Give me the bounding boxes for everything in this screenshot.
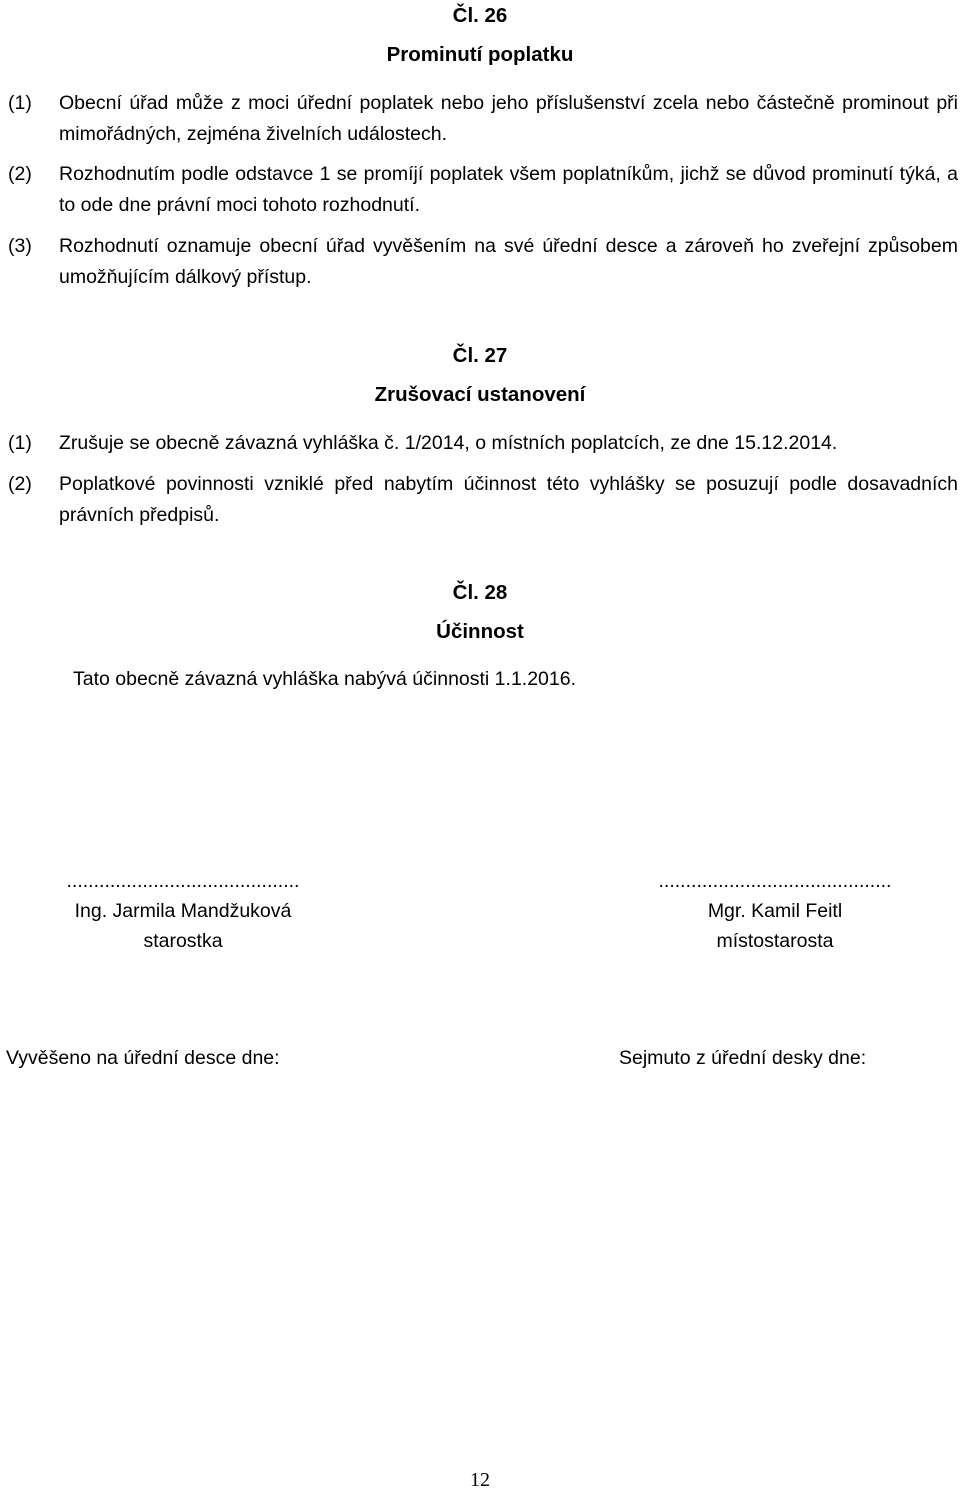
- paragraph-text: Obecní úřad může z moci úřední poplatek nebo jeho příslušenství zcela nebo částečně prominout při mimořádných, zejména živelních událostech.: [59, 92, 958, 145]
- article-28-number: Čl. 28: [452, 581, 508, 604]
- article-26-paragraph-2: [8, 159, 958, 221]
- signature-line: ...........................................: [66, 870, 300, 892]
- paragraph-text: Poplatkové povinnosti vzniklé před nabytím účinnost této vyhlášky se posuzují podle dosavadních právních předpisů.: [59, 473, 958, 526]
- article-27-number: Čl. 27: [452, 344, 508, 367]
- article-26-paragraph-3: [8, 231, 958, 293]
- article-26-paragraph-1: [8, 88, 958, 150]
- paragraph-number: (1): [8, 432, 32, 454]
- paragraph-number: (2): [8, 163, 32, 185]
- article-27-title: Zrušovací ustanovení: [374, 383, 586, 406]
- article-28-title: Účinnost: [436, 620, 524, 643]
- article-26-title: Prominutí poplatku: [386, 43, 574, 66]
- paragraph-text: Zrušuje se obecně závazná vyhláška č. 1/2014, o místních poplatcích, ze dne 15.12.2014.: [59, 432, 838, 454]
- removed-from-board-label: Sejmuto z úřední desky dne:: [619, 1047, 867, 1069]
- paragraph-text: Rozhodnutím podle odstavce 1 se promíjí poplatek všem poplatníkům, jichž se důvod prominutí týká, a to ode dne právní moci tohoto rozhodnutí.: [59, 163, 958, 216]
- page-number: 12: [470, 1469, 490, 1491]
- paragraph-text: Rozhodnutí oznamuje obecní úřad vyvěšením na své úřední desce a zároveň ho zveřejní způsobem umožňujícím dálkový přístup.: [59, 235, 958, 288]
- article-26-number: Čl. 26: [452, 4, 508, 27]
- signatory-role: místostarosta: [716, 930, 834, 952]
- paragraph-number: (3): [8, 235, 32, 257]
- signatory-name: Ing. Jarmila Mandžuková: [74, 900, 292, 922]
- paragraph-number: (1): [8, 92, 32, 114]
- signature-right: [605, 866, 945, 956]
- signatory-role: starostka: [143, 930, 223, 952]
- article-27-paragraph-1: [8, 428, 958, 459]
- signature-left: [13, 866, 353, 956]
- signatory-name: Mgr. Kamil Feitl: [707, 900, 843, 922]
- effectiveness-text: Tato obecně závazná vyhláška nabývá účinnosti 1.1.2016.: [73, 668, 577, 690]
- posted-on-board-label: Vyvěšeno na úřední desce dne:: [6, 1047, 280, 1069]
- signature-line: ...........................................: [658, 870, 892, 892]
- article-27-paragraph-2: [8, 469, 958, 531]
- paragraph-number: (2): [8, 473, 32, 495]
